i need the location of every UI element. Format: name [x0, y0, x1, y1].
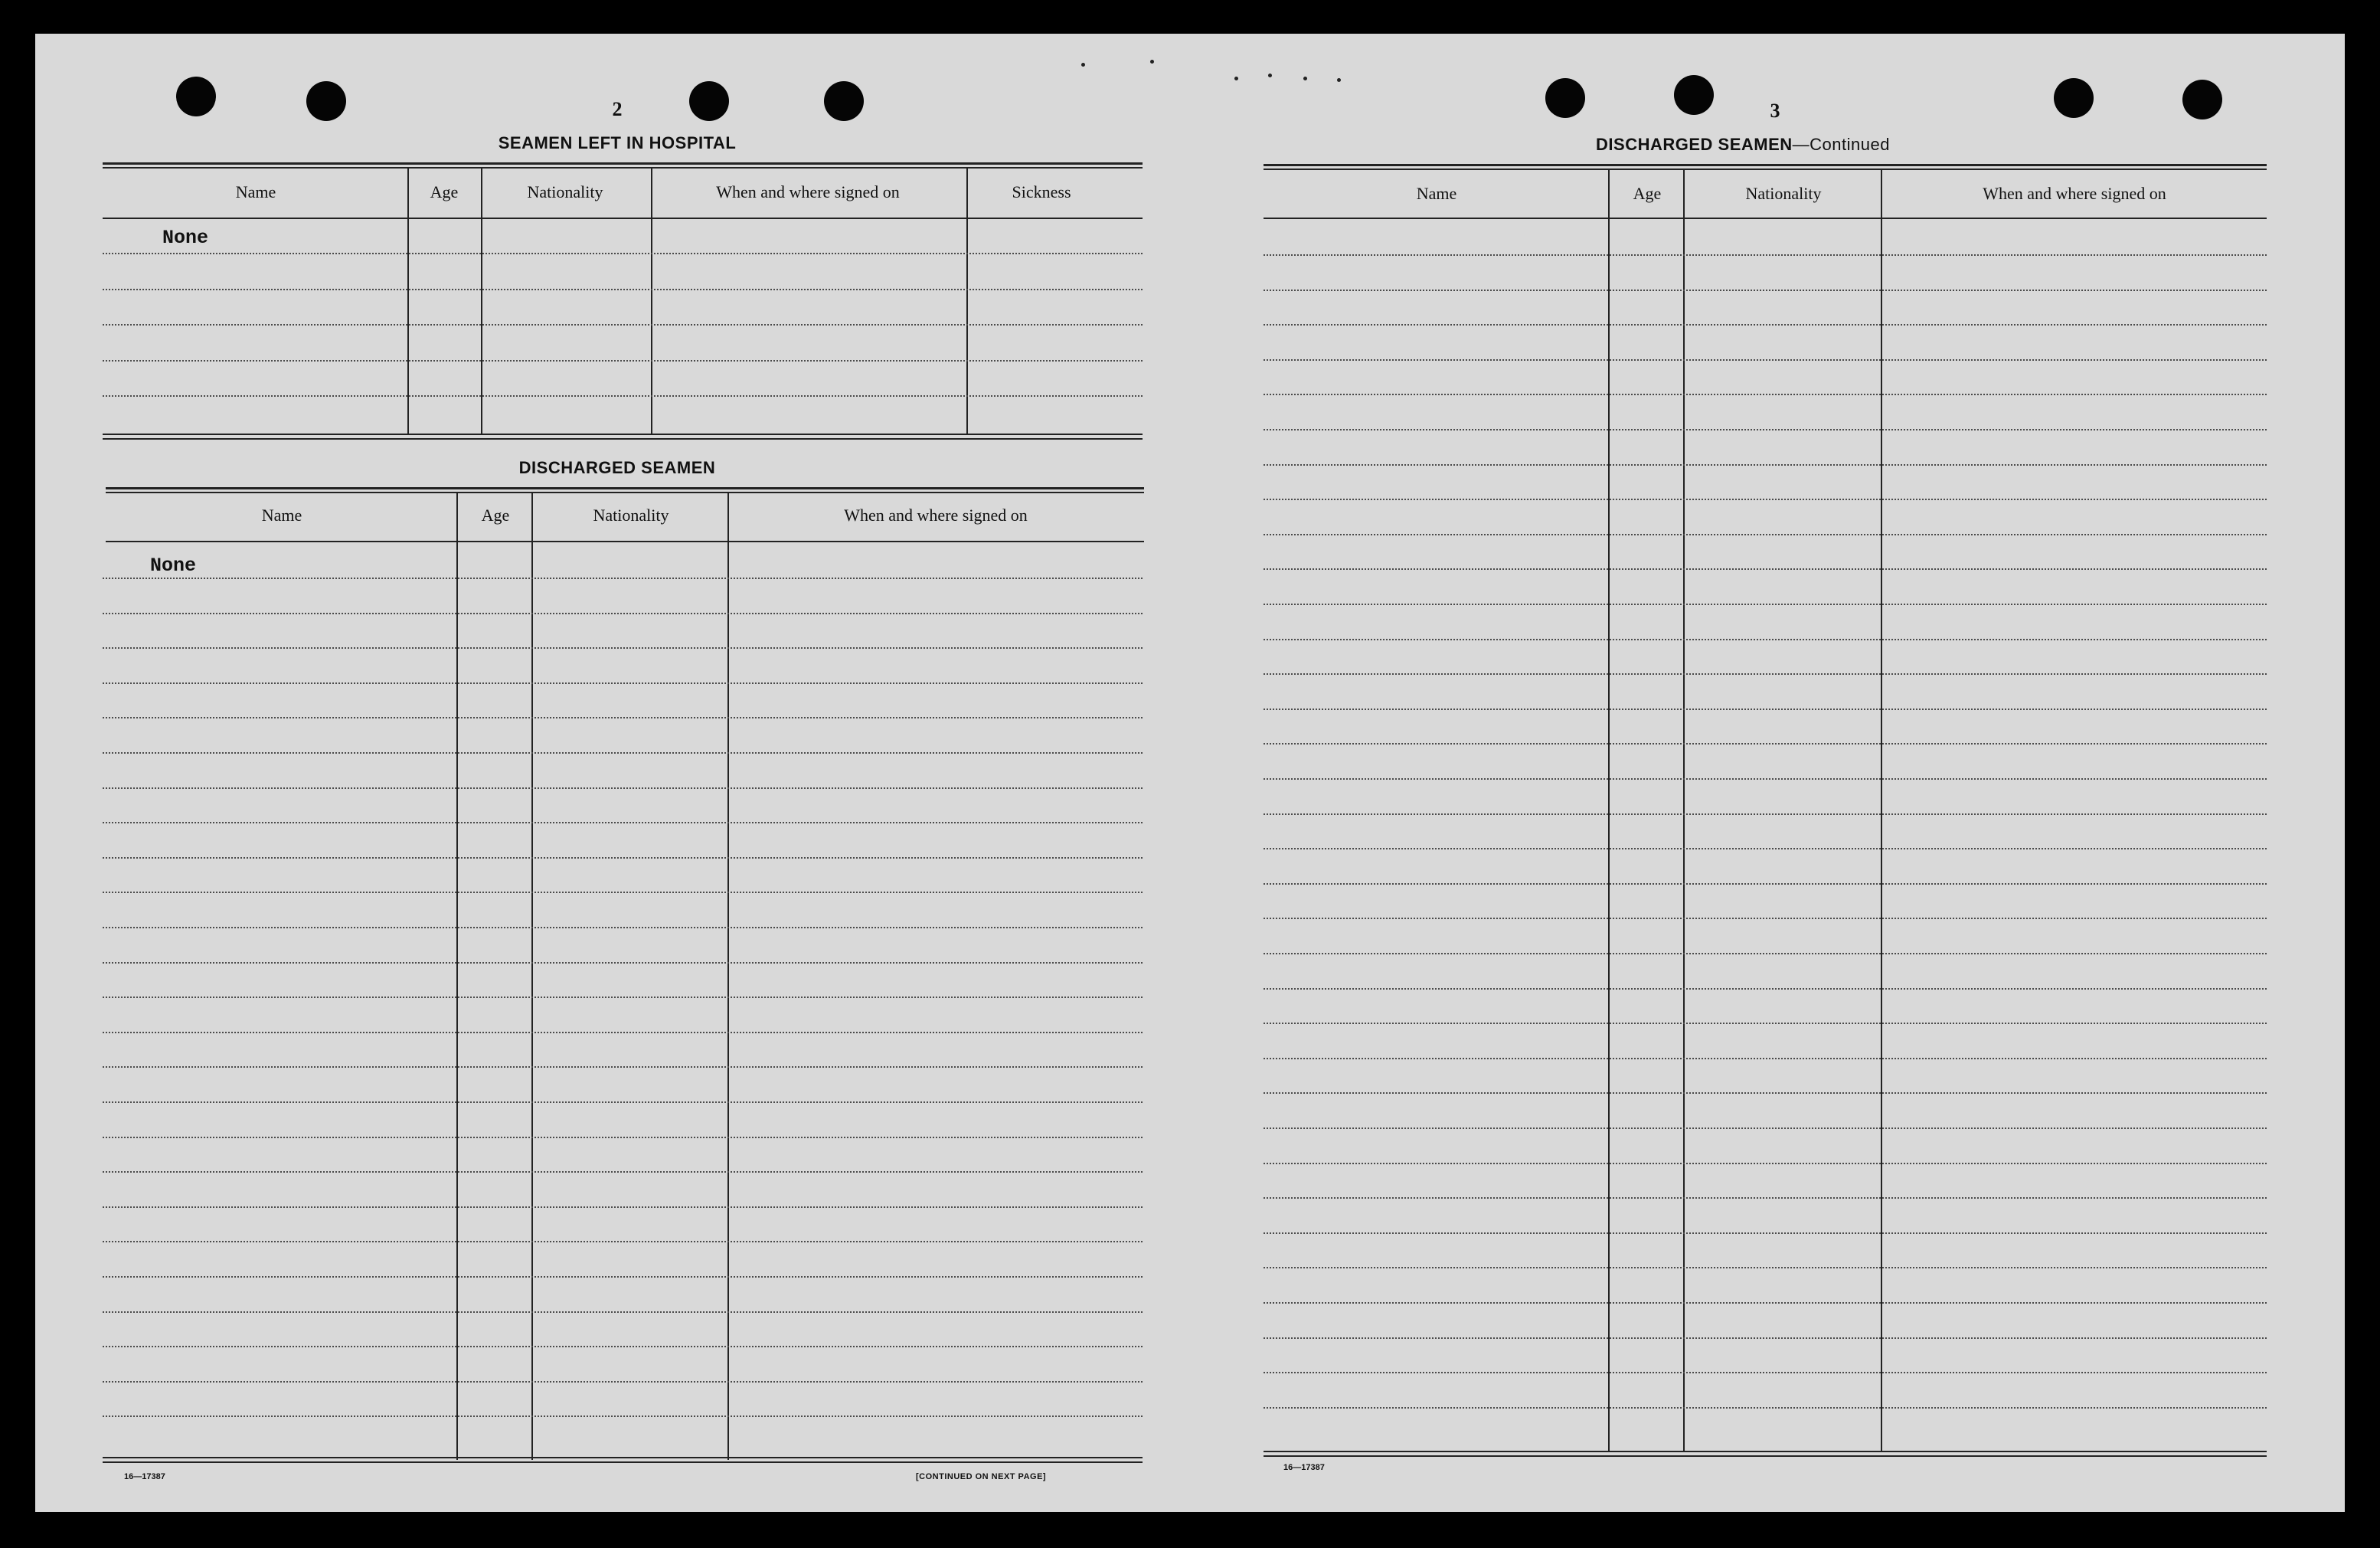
ruled-line — [1264, 499, 2267, 500]
column-header-age: Age — [481, 506, 510, 525]
ruled-line — [1264, 1163, 2267, 1164]
hospital-entry-none: None — [162, 227, 209, 249]
ruled-line — [1264, 639, 2267, 640]
ruled-line — [1264, 254, 2267, 256]
continued-note: [CONTINUED ON NEXT PAGE] — [916, 1472, 1047, 1481]
ruled-line — [1264, 604, 2267, 605]
ruled-line — [1264, 1302, 2267, 1304]
ruled-line — [1264, 1197, 2267, 1199]
ruled-line — [1264, 778, 2267, 780]
column-header-signed-on: When and where signed on — [1983, 184, 2166, 203]
ruled-line — [1264, 673, 2267, 675]
ruled-line — [1264, 1232, 2267, 1234]
discharged-entry-none: None — [150, 555, 197, 577]
document-sheet — [35, 34, 2345, 1512]
ruled-line — [1264, 1372, 2267, 1373]
ruled-line — [1264, 953, 2267, 954]
ruled-line — [1264, 464, 2267, 466]
title-text: DISCHARGED SEAMEN — [1596, 135, 1793, 154]
column-header-nationality: Nationality — [527, 182, 603, 201]
page-number: 2 — [612, 98, 623, 120]
ruled-line — [1264, 1337, 2267, 1339]
continued-header-underline — [1264, 218, 2267, 219]
page-number: 3 — [1770, 100, 1780, 122]
continued-bottom-rule — [1264, 1451, 2267, 1452]
ruled-line — [1264, 743, 2267, 745]
title-suffix: —Continued — [1792, 135, 1890, 154]
form-number: 16—17387 — [124, 1472, 165, 1481]
column-divider — [1608, 170, 1610, 1452]
continued-top-rule — [1264, 169, 2267, 170]
ruled-line — [1264, 359, 2267, 361]
hospital-section-title: SEAMEN LEFT IN HOSPITAL — [498, 133, 737, 152]
ruled-line — [1264, 1267, 2267, 1268]
column-header-name: Name — [261, 506, 302, 525]
ruled-line — [1264, 534, 2267, 535]
ruled-line — [1264, 1127, 2267, 1129]
ruled-line — [1264, 813, 2267, 815]
discharged-section-title: DISCHARGED SEAMEN — [518, 458, 716, 477]
ruled-line — [1264, 1092, 2267, 1094]
column-divider — [1881, 170, 1882, 1452]
column-header-signed-on: When and where signed on — [716, 182, 900, 201]
column-header-sickness: Sickness — [1012, 182, 1071, 201]
ruled-line — [1264, 1058, 2267, 1059]
column-header-age: Age — [430, 182, 459, 201]
ruled-line — [1264, 848, 2267, 849]
ruled-line — [1264, 1407, 2267, 1409]
ruled-line — [1264, 883, 2267, 885]
ruled-line — [1264, 1023, 2267, 1024]
column-header-signed-on: When and where signed on — [844, 506, 1028, 525]
right-page — [35, 34, 2345, 1512]
continued-top-rule — [1264, 164, 2267, 166]
column-header-name: Name — [235, 182, 276, 201]
ruled-line — [1264, 918, 2267, 919]
form-number: 16—17387 — [1283, 1463, 1325, 1472]
ruled-line — [1264, 429, 2267, 430]
column-header-nationality: Nationality — [1745, 184, 1822, 203]
ruled-line — [1264, 324, 2267, 326]
discharged-continued-title — [1551, 135, 1934, 155]
ruled-line — [1264, 709, 2267, 710]
ruled-line — [1264, 568, 2267, 570]
ruled-line — [1264, 290, 2267, 291]
ruled-line — [1264, 988, 2267, 990]
column-header-nationality: Nationality — [593, 506, 669, 525]
continued-bottom-rule — [1264, 1455, 2267, 1457]
column-header-name: Name — [1416, 184, 1457, 203]
ruled-line — [1264, 394, 2267, 395]
column-header-age: Age — [1633, 184, 1662, 203]
column-divider — [1683, 170, 1685, 1452]
